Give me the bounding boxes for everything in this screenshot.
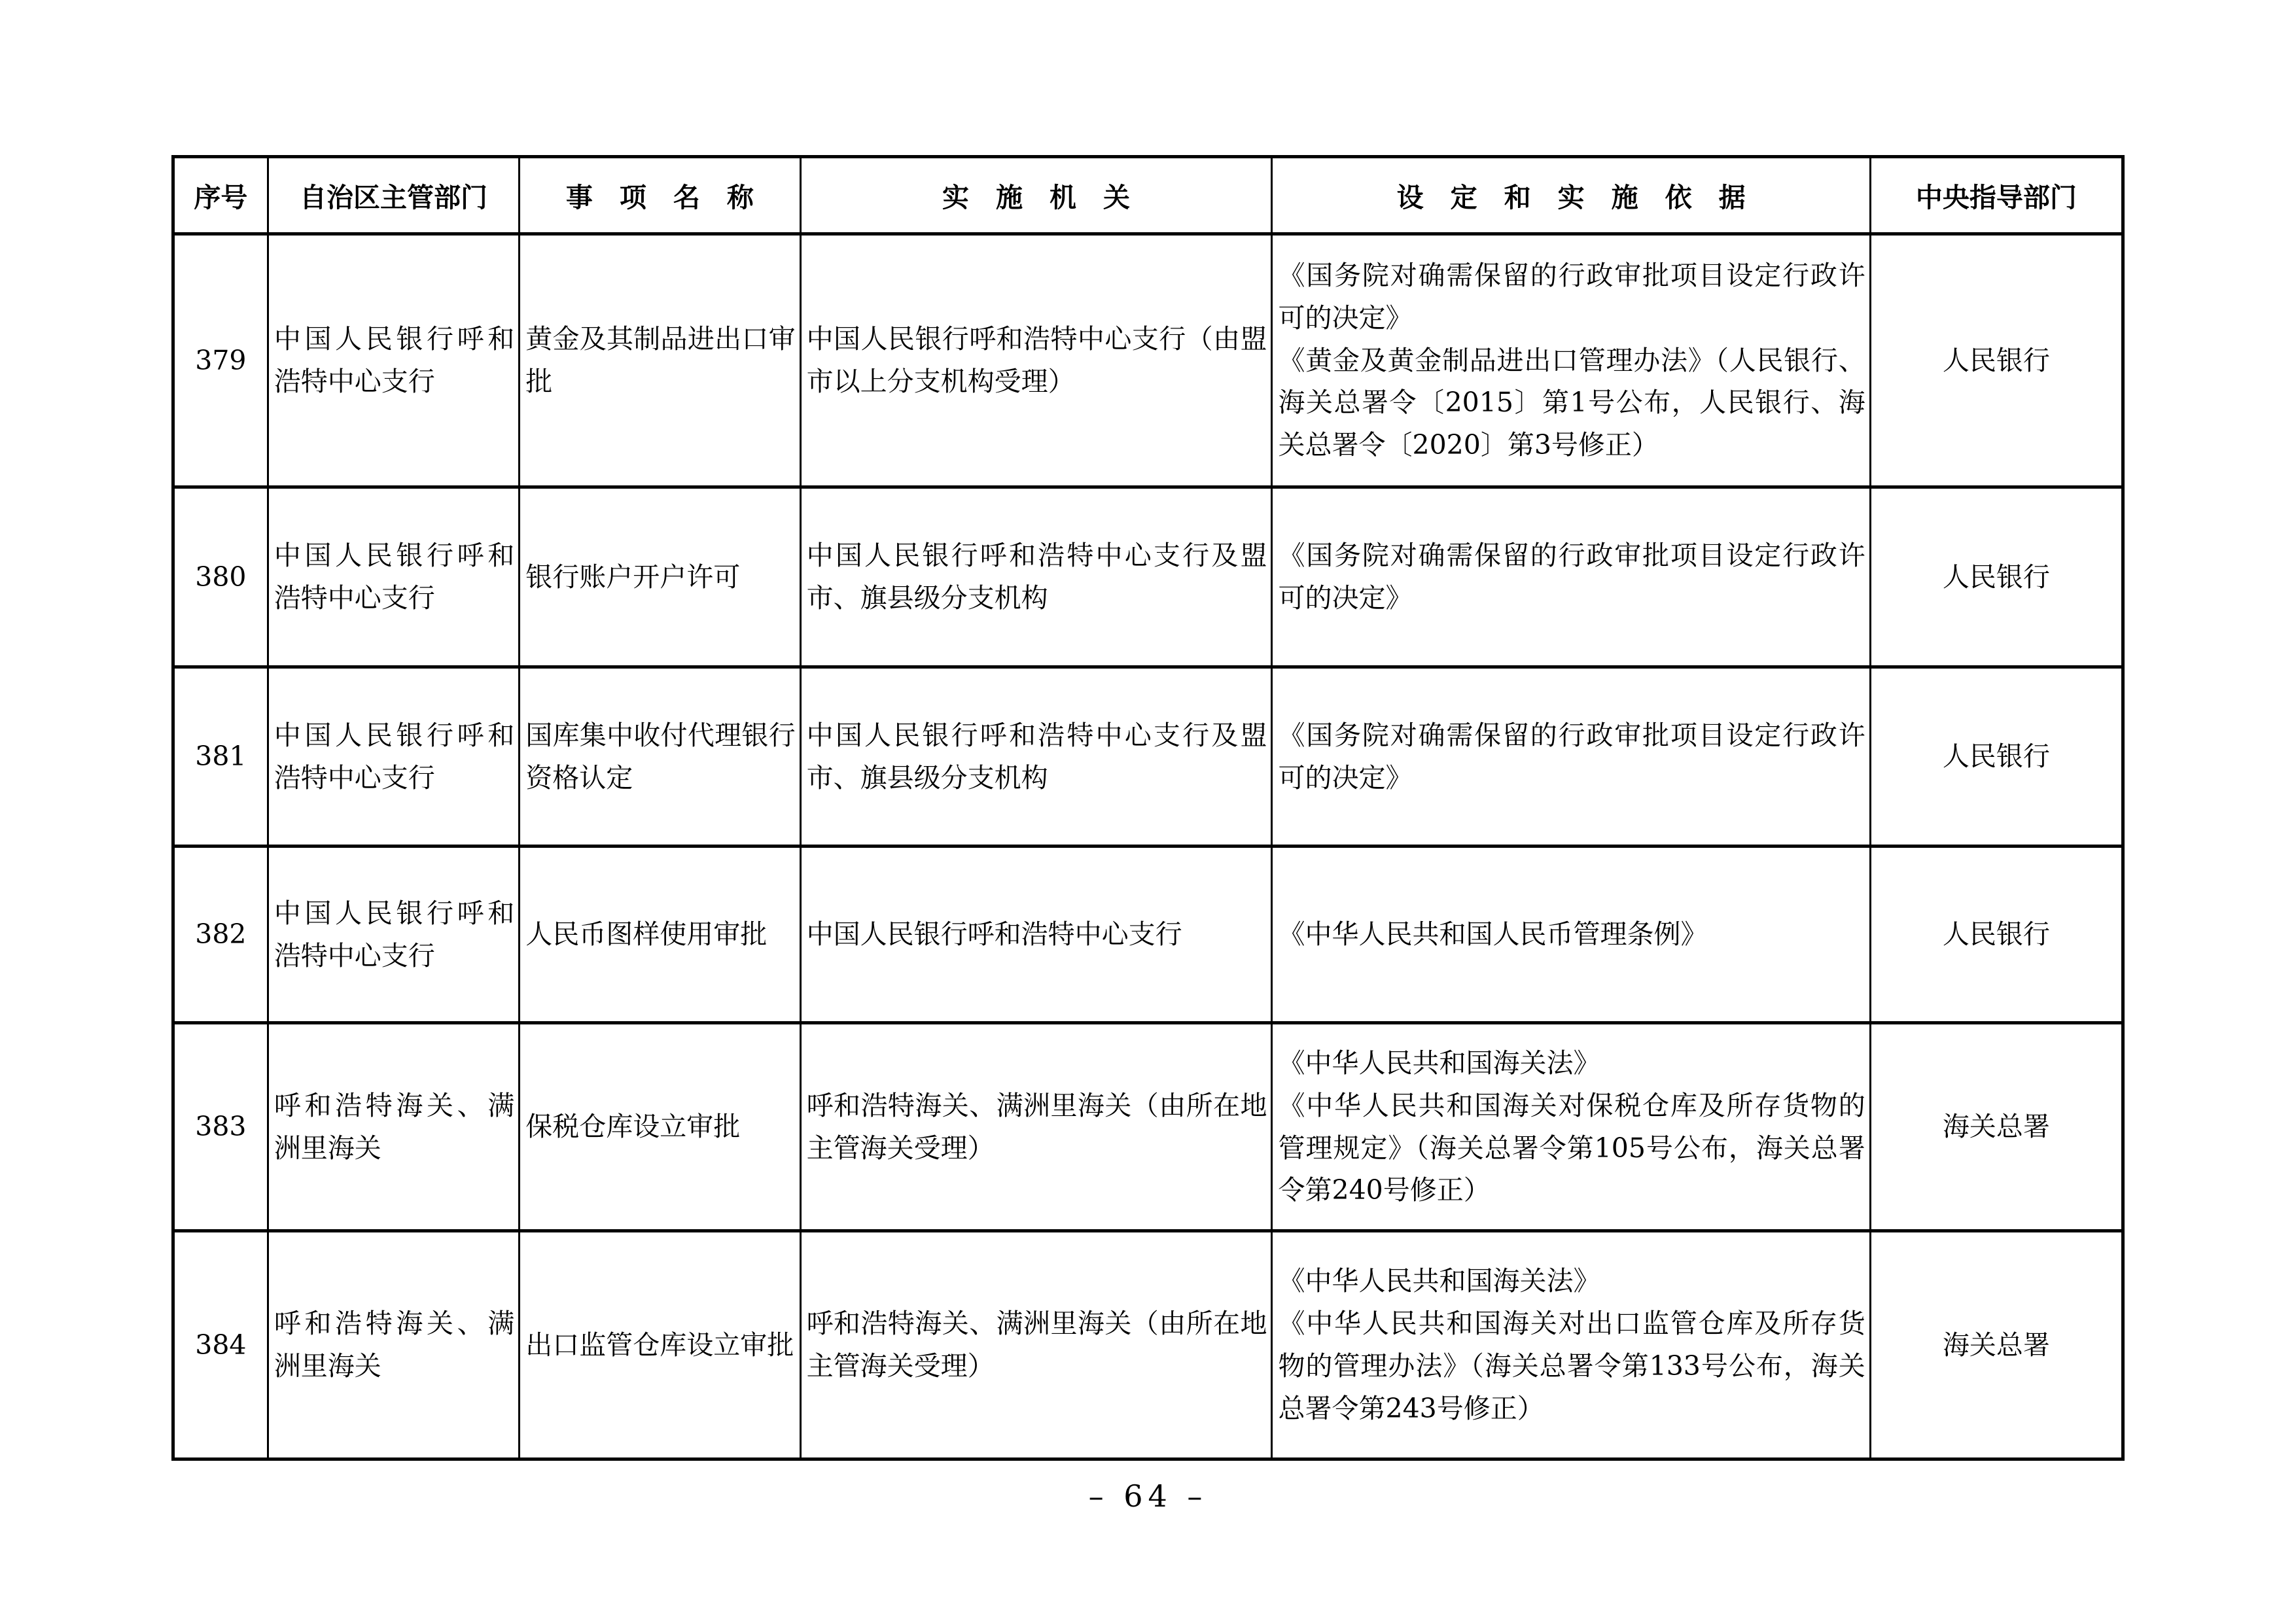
header-department: 自治区主管部门 <box>268 157 519 234</box>
cell-agency: 中国人民银行呼和浩特中心支行 <box>800 846 1272 1023</box>
cell-department: 呼和浩特海关、满洲里海关 <box>268 1231 519 1459</box>
header-no: 序号 <box>173 157 268 234</box>
table-row <box>173 487 2123 667</box>
cell-basis <box>1272 234 1870 487</box>
cell-no: 379 <box>173 234 268 487</box>
cell-item-name: 保税仓库设立审批 <box>520 1023 800 1231</box>
header-basis: 设 定 和 实 施 依 据 <box>1272 157 1870 234</box>
basis-entry: 《国务院对确需保留的行政审批项目设定行政许可的决定》 <box>1278 719 1865 794</box>
cell-basis <box>1272 667 1870 846</box>
basis-entry: 《中华人民共和国海关对保税仓库及所存货物的管理规定》（海关总署令第105号公布，海关总署令第240号修正） <box>1278 1089 1865 1206</box>
cell-no: 381 <box>173 667 268 846</box>
basis-entry: 《中华人民共和国人民币管理条例》 <box>1278 918 1708 951</box>
table-row <box>173 1023 2123 1231</box>
cell-item-name: 人民币图样使用审批 <box>520 846 800 1023</box>
header-agency: 实 施 机 关 <box>800 157 1272 234</box>
cell-central-dept: 海关总署 <box>1870 1023 2123 1231</box>
cell-basis <box>1272 846 1870 1023</box>
cell-department: 呼和浩特海关、满洲里海关 <box>268 1023 519 1231</box>
cell-agency: 呼和浩特海关、满洲里海关（由所在地主管海关受理） <box>800 1023 1272 1231</box>
page-number: – 64 – <box>1088 1478 1208 1514</box>
cell-central-dept: 人民银行 <box>1870 846 2123 1023</box>
cell-central-dept: 海关总署 <box>1870 1231 2123 1459</box>
cell-no: 384 <box>173 1231 268 1459</box>
basis-entry: 《国务院对确需保留的行政审批项目设定行政许可的决定》 <box>1278 540 1865 614</box>
cell-central-dept: 人民银行 <box>1870 667 2123 846</box>
cell-no: 382 <box>173 846 268 1023</box>
table-row <box>173 667 2123 846</box>
table-row <box>173 1231 2123 1459</box>
cell-basis <box>1272 1231 1870 1459</box>
table-row <box>173 846 2123 1023</box>
header-item-name: 事 项 名 称 <box>520 157 800 234</box>
header-central-dept: 中央指导部门 <box>1870 157 2123 234</box>
table-row <box>173 234 2123 487</box>
cell-item-name: 国库集中收付代理银行资格认定 <box>520 667 800 846</box>
cell-agency: 呼和浩特海关、满洲里海关（由所在地主管海关受理） <box>800 1231 1272 1459</box>
cell-agency: 中国人民银行呼和浩特中心支行（由盟市以上分支机构受理） <box>800 234 1272 487</box>
cell-no: 383 <box>173 1023 268 1231</box>
cell-basis <box>1272 487 1870 667</box>
cell-agency: 中国人民银行呼和浩特中心支行及盟市、旗县级分支机构 <box>800 667 1272 846</box>
cell-department: 中国人民银行呼和浩特中心支行 <box>268 487 519 667</box>
cell-item-name: 出口监管仓库设立审批 <box>520 1231 800 1459</box>
cell-department: 中国人民银行呼和浩特中心支行 <box>268 846 519 1023</box>
table-header-row <box>173 157 2123 234</box>
basis-entry: 《中华人民共和国海关法》 <box>1278 1047 1600 1079</box>
basis-entry: 《黄金及黄金制品进出口管理办法》（人民银行、海关总署令〔2015〕第1号公布，人民银行、海关总署令〔2020〕第3号修正） <box>1278 344 1865 461</box>
cell-department: 中国人民银行呼和浩特中心支行 <box>268 234 519 487</box>
cell-department: 中国人民银行呼和浩特中心支行 <box>268 667 519 846</box>
cell-no: 380 <box>173 487 268 667</box>
cell-item-name: 黄金及其制品进出口审批 <box>520 234 800 487</box>
basis-entry: 《中华人民共和国海关法》 <box>1278 1265 1600 1297</box>
cell-central-dept: 人民银行 <box>1870 487 2123 667</box>
approval-items-table <box>171 155 2125 1461</box>
cell-agency: 中国人民银行呼和浩特中心支行及盟市、旗县级分支机构 <box>800 487 1272 667</box>
basis-entry: 《中华人民共和国海关对出口监管仓库及所存货物的管理办法》（海关总署令第133号公布，海关总署令第243号修正） <box>1278 1308 1865 1424</box>
cell-basis <box>1272 1023 1870 1231</box>
basis-entry: 《国务院对确需保留的行政审批项目设定行政许可的决定》 <box>1278 260 1865 334</box>
cell-central-dept: 人民银行 <box>1870 234 2123 487</box>
cell-item-name: 银行账户开户许可 <box>520 487 800 667</box>
